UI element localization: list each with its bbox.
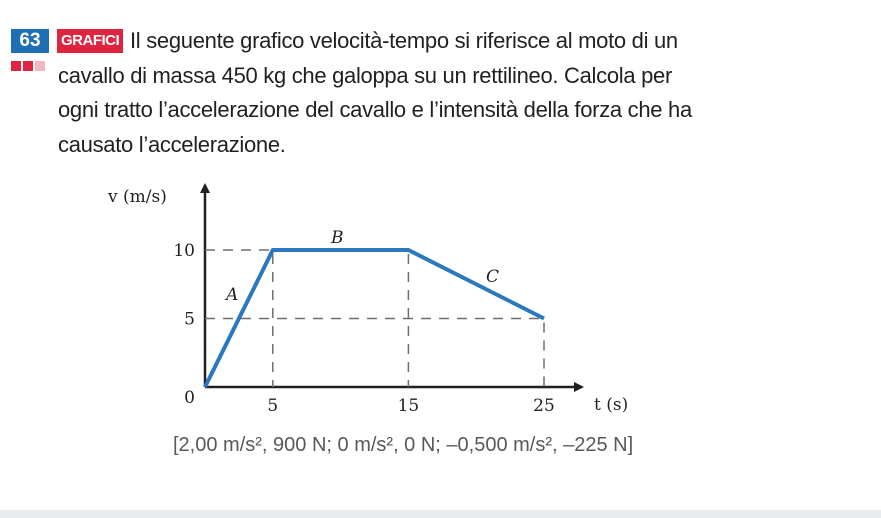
exercise-number: 63 bbox=[11, 29, 49, 53]
y-axis-label: v (m/s) bbox=[108, 187, 167, 207]
x-tick-label: 5 bbox=[267, 396, 279, 416]
y-tick-label: 10 bbox=[173, 241, 195, 261]
exercise-text-body: Il seguente grafico velocità-tempo si riferisce al moto di un cavallo di massa 450 kg che galoppa su un rettilineo. Calcola per ogni tratto l’accelerazione del cavallo e l’intensità della forza che ha causato l’accelerazione. bbox=[58, 28, 692, 157]
answer-text: [2,00 m/s², 900 N; 0 m/s², 0 N; –0,500 m/s², –225 N] bbox=[173, 434, 634, 456]
bottom-divider bbox=[0, 510, 881, 518]
x-axis-label: t (s) bbox=[594, 395, 629, 415]
segment-label-a: A bbox=[226, 285, 239, 305]
y-tick-label: 0 bbox=[184, 388, 195, 408]
exercise-tag: GRAFICI bbox=[57, 29, 123, 53]
x-tick-label: 25 bbox=[533, 396, 555, 416]
segment-label-b: B bbox=[331, 228, 344, 248]
segment-label-c: C bbox=[486, 267, 500, 287]
x-tick-label: 15 bbox=[397, 396, 420, 416]
y-tick-label: 5 bbox=[184, 309, 195, 330]
